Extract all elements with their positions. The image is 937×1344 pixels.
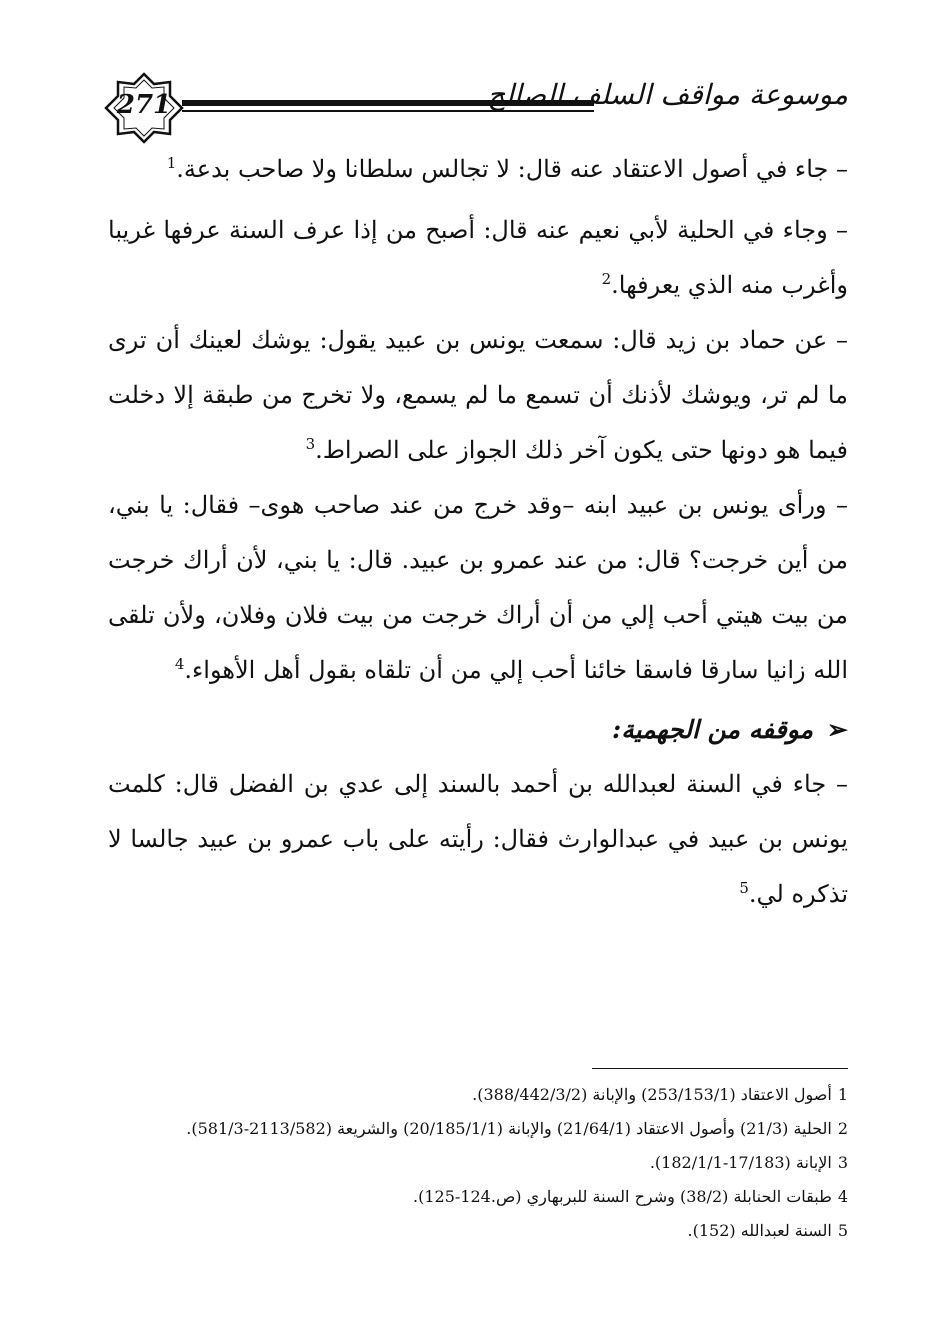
paragraph-3-text: – عن حماد بن زيد قال: سمعت يونس بن عبيد يقول: يوشك لعينك أن ترى ما لم تر، ويوشك لأذنك أن تسمع ما لم يسمع، ولا تخرج من طبقة إلا دخلت فيما هو دونها حتى يكون آخر ذلك الجواز على الصراط. [108, 326, 848, 464]
footnote-ref-1: 1 [166, 154, 177, 172]
page-number-badge [104, 72, 184, 144]
footnote-number: 2 [837, 1119, 848, 1138]
footnote-text: الإبانة (17/183-182/1/1). [649, 1153, 832, 1172]
paragraph-4-text: – ورأى يونس بن عبيد ابنه –وقد خرج من عند صاحب هوى– فقال: يا بني، من أين خرجت؟ قال: من عند عمرو بن عبيد. قال: يا بني، لأن أراك خرجت من بيت هيتي أحب إلي من أن أراك خرجت من بيت فلان وفلان، ولأن تلقى الله زانيا سارقا فاسقا خائنا أحب إلي من أن تلقاه بقول أهل الأهواء. [108, 491, 848, 684]
arrow-bullet-icon: ➢ [827, 715, 848, 744]
footnote-number: 3 [837, 1153, 848, 1172]
footnote [108, 1112, 848, 1146]
footnote-ref-5: 5 [739, 879, 749, 897]
footnote-number: 5 [837, 1221, 848, 1240]
footnote-number: 1 [837, 1085, 848, 1104]
footnote-ref-2: 2 [601, 270, 612, 288]
footnote [108, 1180, 848, 1214]
footnote-ref-4: 4 [174, 655, 185, 673]
footnote-separator [592, 1068, 848, 1069]
running-title: موسوعة مواقف السلف الصالح [487, 78, 848, 111]
paragraph-5-text: – جاء في السنة لعبدالله بن أحمد بالسند إلى عدي بن الفضل قال: كلمت يونس بن عبيد في عبدالوارث فقال: رأيته على باب عمرو بن عبيد جالسا لا تذكره لي. [108, 770, 848, 908]
footnote-text: طبقات الحنابلة (38/2) وشرح السنة للبربهاري (ص.124-125). [413, 1187, 832, 1206]
paragraph-4 [108, 478, 848, 698]
footnote [108, 1146, 848, 1180]
paragraph-2-text: – وجاء في الحلية لأبي نعيم عنه قال: أصبح من إذا عرف السنة عرفها غريبا وأغرب منه الذي يعرفها. [108, 216, 848, 299]
paragraph-3 [108, 313, 848, 478]
footnote [108, 1214, 848, 1248]
footnote-text: السنة لعبدالله (152). [687, 1221, 832, 1240]
footnote-number: 4 [837, 1187, 848, 1206]
paragraph-1-text: – جاء في أصول الاعتقاد عنه قال: لا تجالس سلطانا ولا صاحب بدعة. [176, 155, 848, 183]
footnote-ref-3: 3 [305, 435, 316, 453]
paragraph-5 [108, 757, 848, 922]
footnote-text: أصول الاعتقاد (253/153/1) والإبانة (388/442/3/2). [472, 1085, 832, 1104]
section-heading-text: موقفه من الجهمية: [612, 715, 814, 744]
section-heading [108, 702, 848, 757]
paragraph-2 [108, 203, 848, 313]
footnote-text: الحلية (21/3) وأصول الاعتقاد (21/64/1) والإبانة (20/185/1/1) والشريعة (2113/582-581/3). [186, 1119, 832, 1138]
footnotes [108, 1078, 848, 1248]
page-number: 271 [116, 90, 172, 120]
paragraph-1 [108, 142, 848, 197]
main-text [108, 142, 848, 922]
footnote [108, 1078, 848, 1112]
page-header [104, 72, 848, 144]
